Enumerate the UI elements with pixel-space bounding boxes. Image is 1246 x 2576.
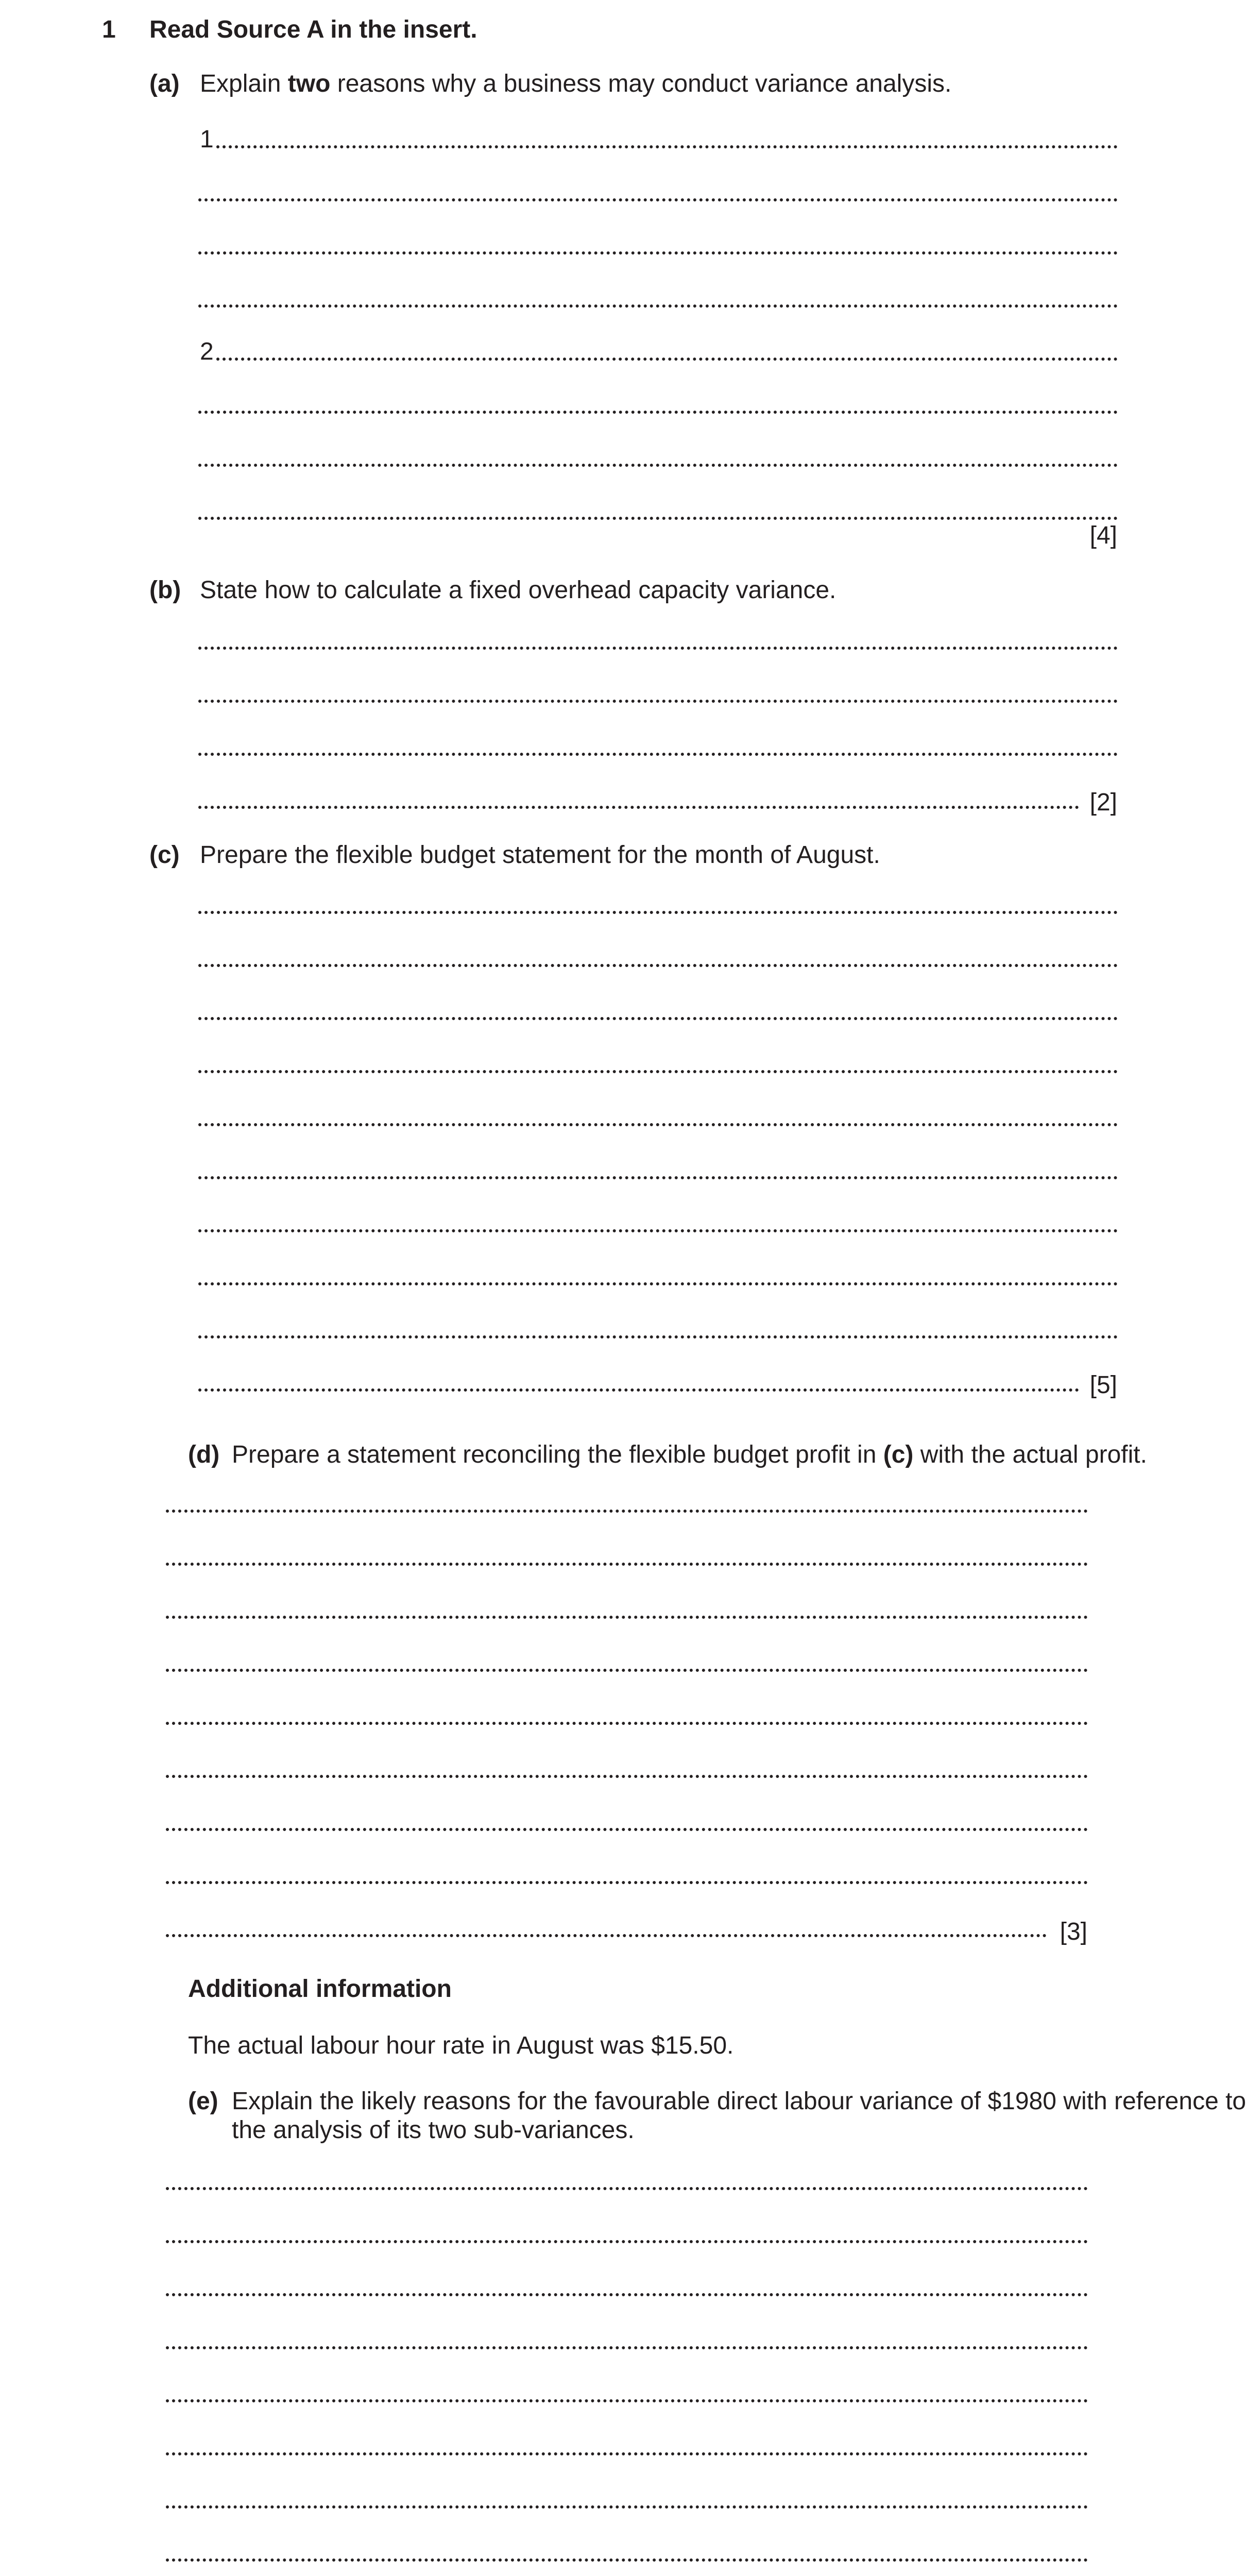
answer-line[interactable] <box>166 2187 1088 2190</box>
answer-line[interactable] <box>166 2452 1088 2455</box>
additional-info-heading: Additional information <box>188 1975 452 2003</box>
additional-info-text: The actual labour hour rate in August was $15.50. <box>188 2032 734 2059</box>
part-e-question-line-2: the analysis of its two sub-variances. <box>232 2116 635 2144</box>
answer-line[interactable] <box>166 2240 1088 2243</box>
answer-line[interactable] <box>166 1563 1088 1566</box>
answer-line[interactable] <box>198 1070 1118 1073</box>
answer-line[interactable] <box>166 2558 1088 2562</box>
answer-line[interactable] <box>198 753 1118 756</box>
question-instruction: Read Source A in the insert. <box>149 16 477 43</box>
part-d-label: (d) <box>188 1441 220 1468</box>
marks-allocation: [5] <box>1089 1371 1117 1399</box>
answer-line[interactable] <box>198 1335 1118 1338</box>
answer-line[interactable] <box>198 411 1118 414</box>
answer-line[interactable] <box>166 1669 1088 1672</box>
answer-line[interactable] <box>198 517 1118 520</box>
answer-line[interactable] <box>166 2399 1088 2402</box>
answer-line[interactable] <box>198 1388 1079 1392</box>
part-a-label: (a) <box>149 70 180 97</box>
answer-line[interactable] <box>166 1934 1047 1937</box>
answer-line[interactable] <box>198 198 1118 201</box>
answer-line[interactable] <box>216 145 1118 148</box>
answer-line[interactable] <box>166 2293 1088 2296</box>
answer-line[interactable] <box>216 358 1118 361</box>
part-e-label: (e) <box>188 2088 218 2115</box>
answer-line[interactable] <box>166 2505 1088 2509</box>
answer-line[interactable] <box>166 2346 1088 2349</box>
answer-line[interactable] <box>198 304 1118 308</box>
part-c-label: (c) <box>149 841 180 869</box>
answer-line[interactable] <box>198 1282 1118 1285</box>
answer-line[interactable] <box>166 1828 1088 1831</box>
part-a-question: Explain two reasons why a business may conduct variance analysis. <box>200 70 952 97</box>
answer-line[interactable] <box>198 806 1079 809</box>
answer-line[interactable] <box>166 1510 1088 1513</box>
part-a-item-1-number: 1 <box>200 126 214 153</box>
answer-line[interactable] <box>198 647 1118 650</box>
part-a-item-2-number: 2 <box>200 338 214 365</box>
answer-line[interactable] <box>198 251 1118 255</box>
answer-line[interactable] <box>198 1229 1118 1232</box>
part-c-question: Prepare the flexible budget statement for the month of August. <box>200 841 880 869</box>
answer-line[interactable] <box>198 964 1118 967</box>
answer-line[interactable] <box>166 1775 1088 1778</box>
answer-line[interactable] <box>198 700 1118 703</box>
part-e-question-line-1: Explain the likely reasons for the favourable direct labour variance of $1980 with reference to <box>232 2088 1246 2115</box>
answer-line[interactable] <box>198 1123 1118 1126</box>
answer-line[interactable] <box>166 1881 1088 1884</box>
part-d-question: Prepare a statement reconciling the flexible budget profit in (c) with the actual profit. <box>232 1441 1147 1468</box>
marks-allocation: [3] <box>1060 1918 1087 1945</box>
answer-line[interactable] <box>166 1616 1088 1619</box>
answer-line[interactable] <box>198 1017 1118 1020</box>
question-number: 1 <box>102 16 116 43</box>
part-b-label: (b) <box>149 577 181 604</box>
part-b-question: State how to calculate a fixed overhead capacity variance. <box>200 577 837 604</box>
answer-line[interactable] <box>166 1722 1088 1725</box>
answer-line[interactable] <box>198 1176 1118 1179</box>
marks-allocation: [4] <box>1089 522 1117 549</box>
answer-line[interactable] <box>198 464 1118 467</box>
marks-allocation: [2] <box>1089 789 1117 816</box>
answer-line[interactable] <box>198 911 1118 914</box>
